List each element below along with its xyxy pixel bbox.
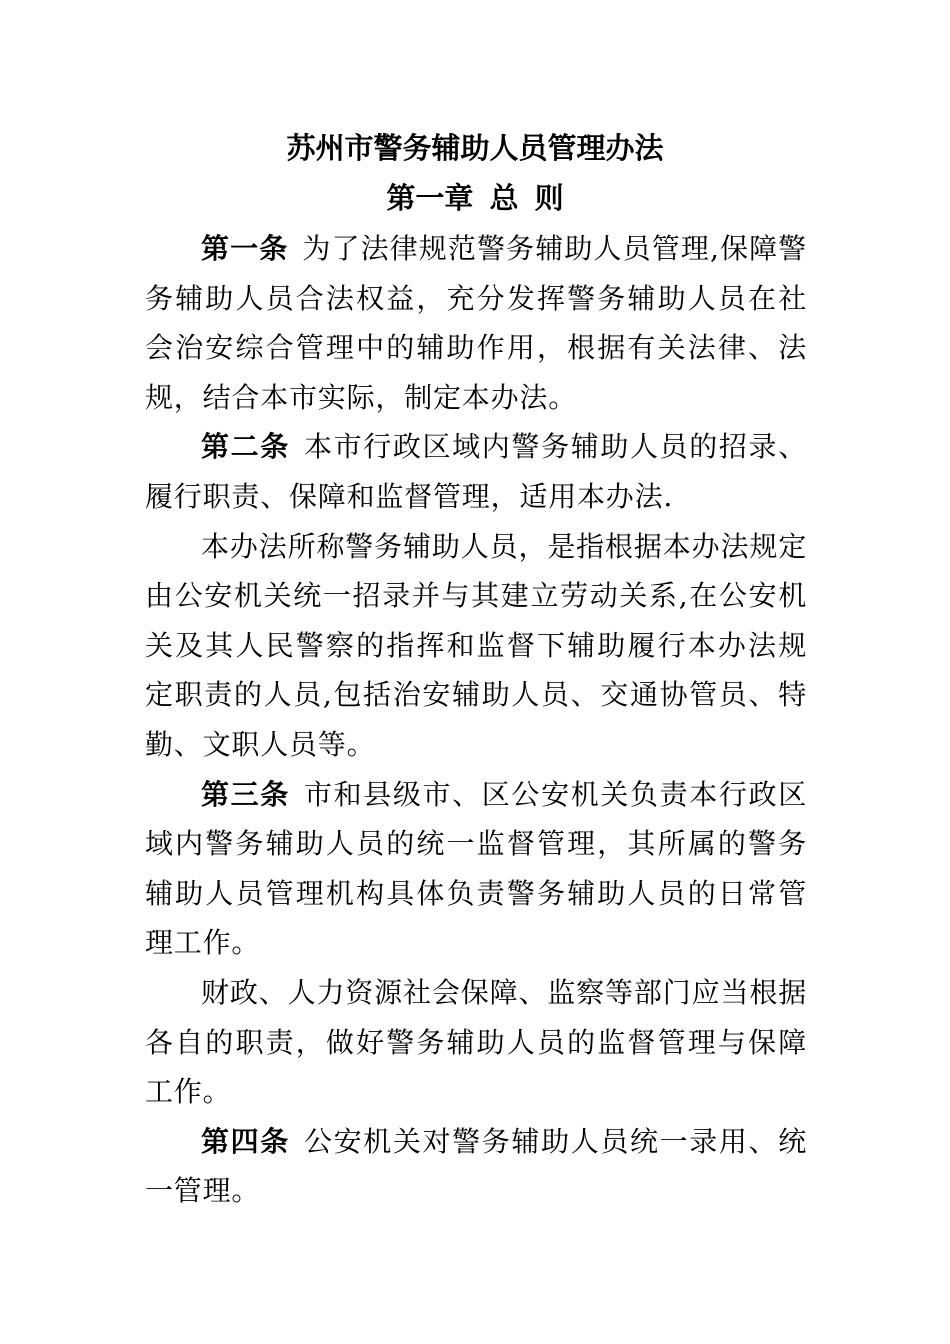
paragraph-article-2-definition xyxy=(145,522,807,770)
article-number: 第二条 xyxy=(201,430,290,464)
paragraph-article-2 xyxy=(145,422,807,521)
article-number: 第四条 xyxy=(201,1124,290,1158)
paragraph-article-4 xyxy=(145,1117,807,1216)
document-title: 苏州市警务辅助人员管理办法 xyxy=(286,131,664,165)
paragraph-article-3-departments xyxy=(145,968,807,1117)
paragraph-text: 财政、人力资源社会保障、监察等部门应当根据各自的职责，做好警务辅助人员的监督管理与保障工作。 xyxy=(145,975,807,1109)
paragraph-text: 本办法所称警务辅助人员，是指根据本办法规定由公安机关统一招录并与其建立劳动关系,在公安机关及其人民警察的指挥和监督下辅助履行本办法规定职责的人员,包括治安辅助人员、交通协管员、特勤、文职人员等。 xyxy=(145,529,807,761)
paragraph-text: 市和县级市、区公安机关负责本行政区域内警务辅助人员的统一监督管理，其所属的警务辅助人员管理机构具体负责警务辅助人员的日常管理工作。 xyxy=(145,777,807,960)
document-body xyxy=(145,224,807,1216)
paragraph-text: 公安机关对警务辅助人员统一录用、统一管理。 xyxy=(145,1124,807,1208)
paragraph-text: 本市行政区域内警务辅助人员的招录、履行职责、保障和监督管理，适用本办法. xyxy=(145,430,807,513)
paragraph-article-1 xyxy=(145,224,807,422)
paragraph-article-3 xyxy=(145,770,807,968)
article-number: 第一条 xyxy=(201,232,289,265)
article-number: 第三条 xyxy=(201,777,290,811)
paragraph-text: 为了法律规范警务辅助人员管理,保障警务辅助人员合法权益，充分发挥警务辅助人员在社会治安综合管理中的辅助作用，根据有关法律、法规，结合本市实际，制定本办法。 xyxy=(145,232,807,414)
chapter-heading: 第一章 总 则 xyxy=(386,181,564,215)
